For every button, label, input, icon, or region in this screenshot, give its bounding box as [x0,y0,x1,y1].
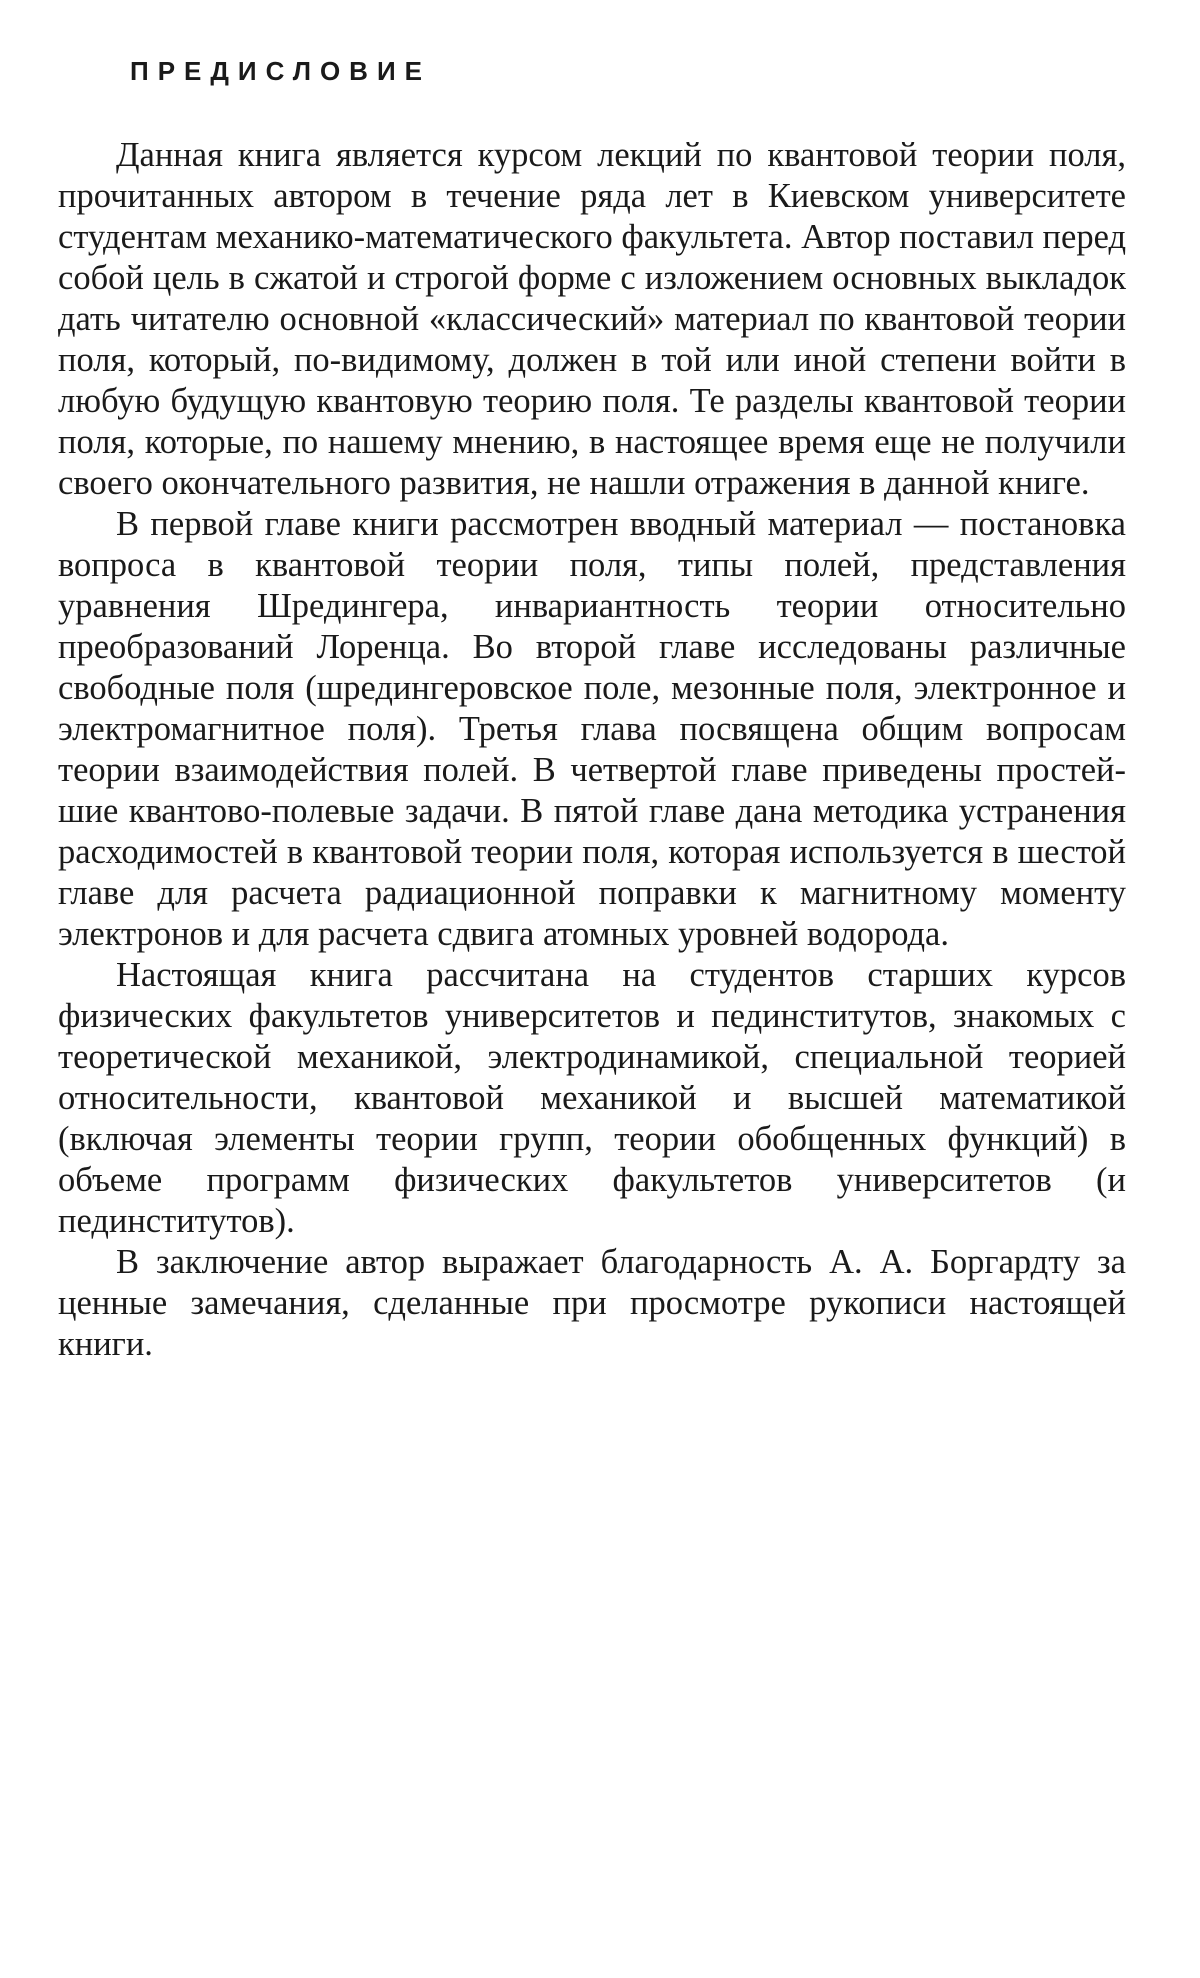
paragraph-3: Настоящая книга рассчитана на студентов старших курсов физических факультетов университетов и пединститутов, знакомых с теоретической механикой, электродинамикой, специальной теорией относительности, квантовой механикой и высшей математикой (включая элементы теории групп, теории обобщенных функций) в объеме программ физических факультетов университетов (и пединститутов). [58,956,1126,1240]
paragraph-4: В заключение автор выражает благодарность А. А. Боргардту за ценные замечания, сделанные при просмотре рукописи настоящей книги. [58,1243,1126,1363]
document-page [58,56,1126,1365]
page-title: ПРЕДИСЛОВИЕ [130,56,431,86]
paragraph-1: Данная книга является курсом лекций по квантовой теории поля, прочитанных автором в течение ряда лет в Киевском университете студентам механико-математического факультета. Автор поставил перед собой цель в сжатой и строгой форме с изложением основных выкладок дать читателю основной «классический» материал по квантовой теории поля, который, по-видимому, должен в той или иной степени войти в любую будущую квантовую теорию поля. Те разделы квантовой теории поля, которые, по нашему мнению, в настоящее время еще не получили своего окончательного развития, не нашли отражения в данной книге. [58,136,1126,502]
paragraph-2: В первой главе книги рассмотрен вводный материал — постановка вопроса в квантовой теории поля, типы полей, представления уравнения Шредингера, инвариантность теории относительно преобразований Лоренца. Во второй главе исследованы различные свободные поля (шредингеровское поле, мезонные поля, электронное и электромагнитное поля). Третья глава посвящена общим вопросам теории взаимодействия полей. В четвертой главе приведены простейшие квантово-полевые задачи. В пятой главе дана методика устранения расходимостей в квантовой теории поля, которая используется в шестой главе для расчета радиационной поправки к магнитному моменту электронов и для расчета сдвига атомных уровней водорода. [58,505,1126,953]
preface-text [58,135,1126,1365]
